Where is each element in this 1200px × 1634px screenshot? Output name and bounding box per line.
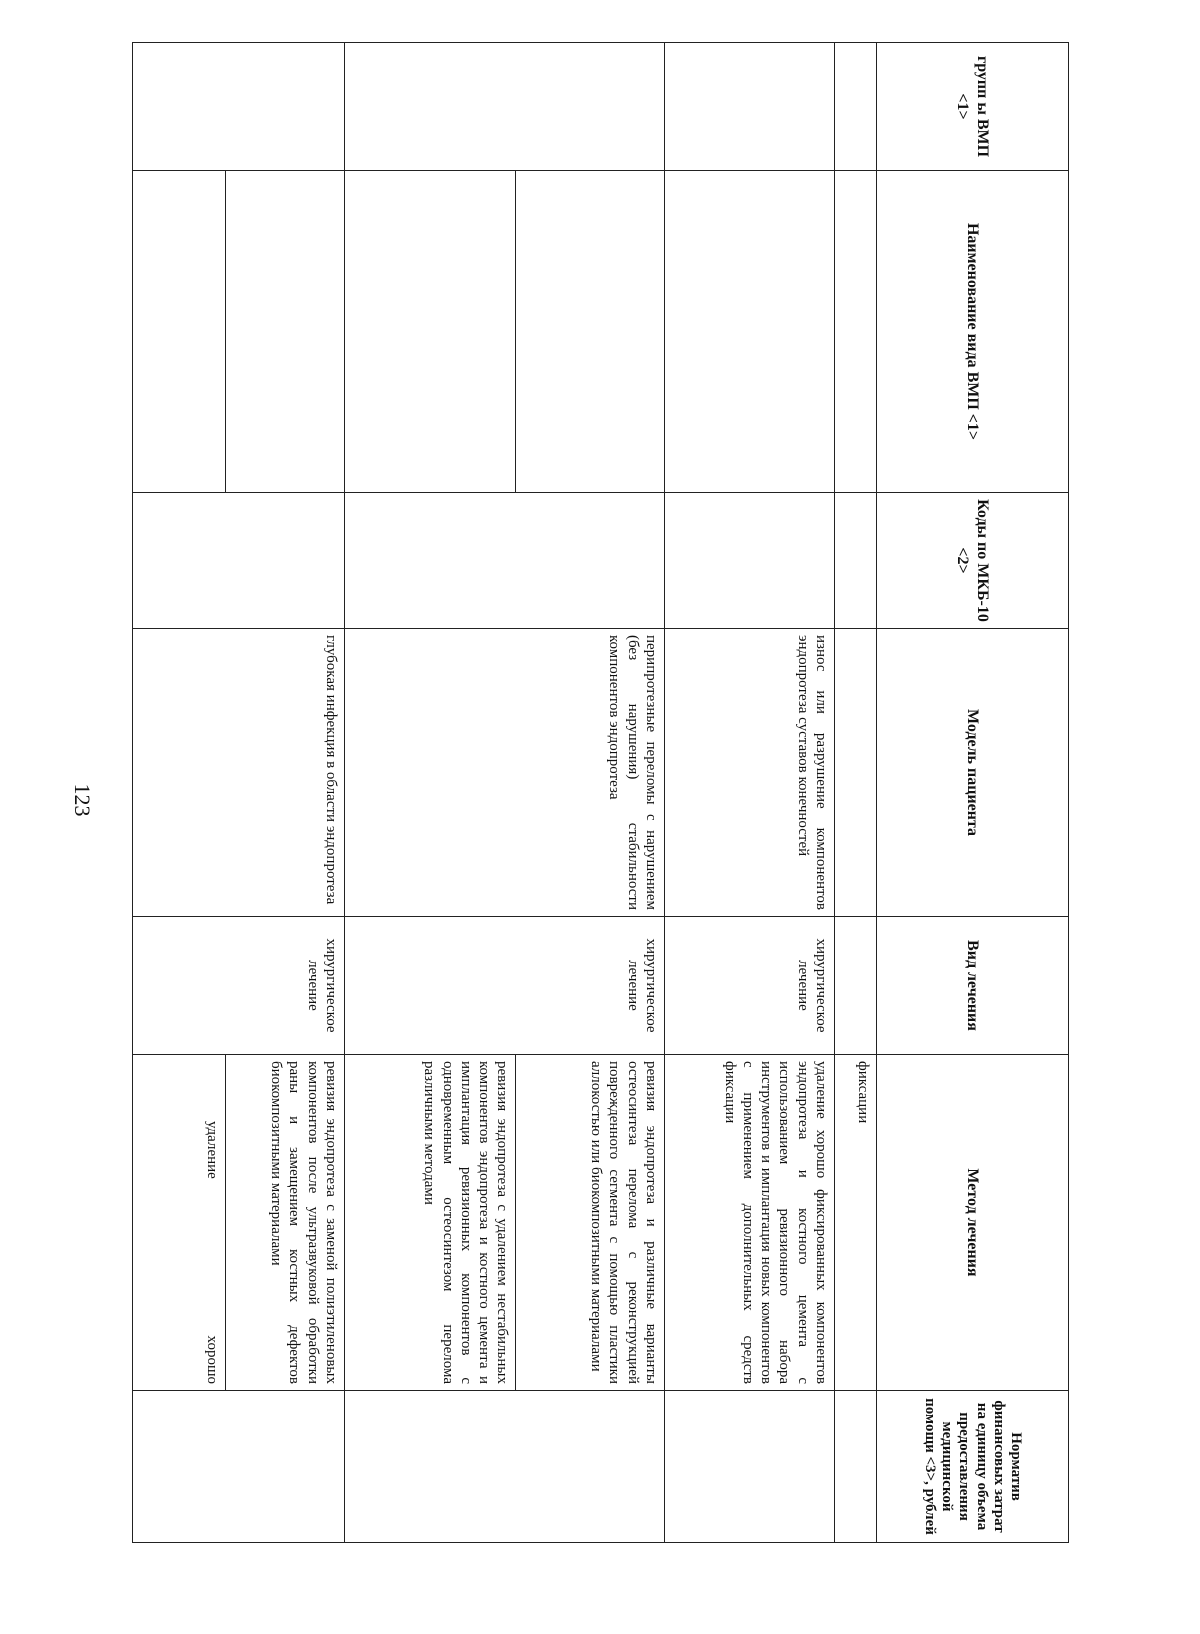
header-method: Метод лечения: [877, 1055, 1069, 1391]
name-cell: [665, 171, 835, 493]
header-name: Наименование вида ВМП <1>: [877, 171, 1069, 493]
method-subcell: ревизия эндопротеза с заменой полиэтиленовых компонентов после ультразвуковой обработки раны и замещением костных дефектов биокомпозитными материалами: [226, 1055, 344, 1390]
method-continuation-line: [203, 1061, 221, 1384]
header-type: Вид лечения: [877, 917, 1069, 1055]
table-row: [133, 43, 345, 1543]
method-subcells: [133, 1055, 344, 1390]
name-subcell: [133, 171, 226, 492]
codes-cell: [665, 493, 835, 629]
header-norm: Норматив финансовых затрат на единицу объема предоставления медицинской помощи <3>, рублей: [877, 1391, 1069, 1543]
table-row: [345, 43, 665, 1543]
norm-cell: [835, 1391, 877, 1543]
model-cell: [835, 629, 877, 917]
codes-cell: [345, 493, 665, 629]
method-subcell: ревизия эндопротеза с удалением нестабильных компонентов эндопротеза и костного цемента и имплантация ревизионных компонентов с одновременным остеосинтезом перелома различными методами: [421, 1061, 511, 1384]
table-row: [665, 43, 835, 1543]
model-cell: глубокая инфекция в области эндопротеза: [133, 629, 345, 917]
name-subcell: [345, 171, 516, 492]
method-cell: фиксации: [835, 1055, 877, 1391]
name-subcell: [226, 171, 344, 492]
header-codes: Коды по МКБ-10 <2>: [877, 493, 1069, 629]
model-cell: износ или разрушение компонентов эндопротеза суставов конечностей: [665, 629, 835, 917]
method-subcells: [345, 1055, 664, 1390]
name-subcells: [345, 171, 664, 492]
norm-cell: [345, 1391, 665, 1543]
name-cell: [345, 171, 665, 493]
type-cell: [835, 917, 877, 1055]
codes-cell: [133, 493, 345, 629]
model-cell: перипротезные переломы с нарушением (без нарушения) стабильности компонентов эндопротеза: [345, 629, 665, 917]
header-row: [877, 43, 1069, 1543]
name-subcell: [516, 171, 664, 492]
norm-cell: [133, 1391, 345, 1543]
group-cell: [835, 43, 877, 171]
norm-cell: [665, 1391, 835, 1543]
method-subcell: [133, 1055, 226, 1390]
group-cell: [133, 43, 345, 171]
header-group: групп ы ВМП <1>: [877, 43, 1069, 171]
table-row: [835, 43, 877, 1543]
method-continuation-right: хорошо: [204, 1335, 221, 1384]
group-cell: [345, 43, 665, 171]
type-cell: хирургическое лечение: [345, 917, 665, 1055]
name-cell: [133, 171, 345, 493]
page-number: 123: [70, 783, 95, 817]
vmp-table: [132, 42, 1069, 1543]
method-continuation-left: удаление: [204, 1121, 221, 1179]
rotated-table-container: [132, 42, 1069, 1542]
method-cell: удаление хорошо фиксированных компонентов эндопротеза и костного цемента с использованием ревизионного набора инструментов и имплантация новых компонентов с применением дополнительных средств фиксации: [665, 1055, 835, 1391]
name-subcells: [133, 171, 344, 492]
group-cell: [665, 43, 835, 171]
name-cell: [835, 171, 877, 493]
type-cell: хирургическое лечение: [133, 917, 345, 1055]
codes-cell: [835, 493, 877, 629]
method-cell: [345, 1055, 665, 1391]
method-subcell: ревизия эндопротеза и различные варианты остеосинтеза перелома с реконструкцией поврежденного сегмента с помощью пластики аллокостью или биокомпозитными материалами: [516, 1055, 664, 1390]
header-model: Модель пациента: [877, 629, 1069, 917]
type-cell: хирургическое лечение: [665, 917, 835, 1055]
method-cell: [133, 1055, 345, 1391]
